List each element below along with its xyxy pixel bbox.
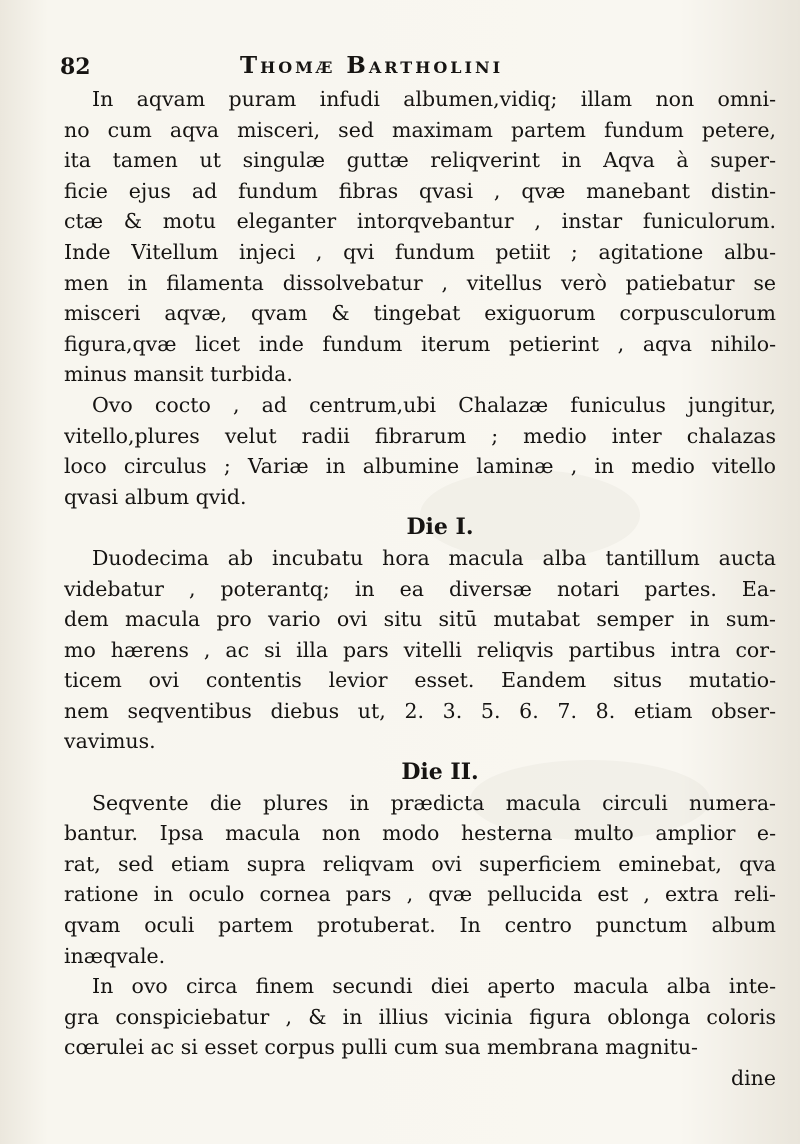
section-heading: Die II. <box>401 759 479 786</box>
text-line: Seqvente die plures in prædicta macula circuli numera- <box>92 790 776 815</box>
text-line: bantur. Ipsa macula non modo hesterna multo amplior e- <box>64 821 776 846</box>
text-line: Inde Vitellum injeci , qvi fundum petiit ; agitatione albu- <box>64 239 776 264</box>
text-line: Ovo cocto , ad centrum,ubi Chalazæ funiculus jungitur, <box>92 392 776 417</box>
text-line: Duodecima ab incubatu hora macula alba tantillum aucta <box>92 545 776 570</box>
text-line: inæqvale. <box>64 943 166 968</box>
paragraph <box>64 543 776 757</box>
text-line: men in filamenta dissolvebatur , vitellus verò patiebatur se <box>64 270 776 295</box>
text-line: qvasi album qvid. <box>64 484 247 509</box>
text-line: minus mansit turbida. <box>64 362 293 387</box>
section-heading: Die I. <box>406 514 474 541</box>
text-line: no cum aqva misceri, sed maximam partem fundum petere, <box>64 117 776 142</box>
text-line: rat, sed etiam supra reliqvam ovi superficiem eminebat, qva <box>64 851 776 876</box>
page-number: 82 <box>60 54 91 80</box>
text-line: ficie ejus ad fundum fibras qvasi , qvæ manebant distin- <box>64 178 776 203</box>
paragraph <box>64 971 776 1063</box>
text-line: dem macula pro vario ovi situ sitū mutabat semper in sum- <box>64 607 776 632</box>
text-line: vitello,plures velut radii fibrarum ; medio inter chalazas <box>64 423 776 448</box>
running-title: Thomæ Bartholini <box>240 52 504 79</box>
text-line: misceri aqvæ, qvam & tingebat exiguorum corpusculorum <box>64 301 776 326</box>
text-line: gra conspiciebatur , & in illius vicinia figura oblonga coloris <box>64 1004 776 1029</box>
text-line: ratione in oculo cornea pars , qvæ pellucida est , extra reli- <box>64 882 776 907</box>
text-line: nem seqventibus diebus ut, 2. 3. 5. 6. 7. 8. etiam obser- <box>64 698 776 723</box>
text-line: ita tamen ut singulæ guttæ reliqverint in Aqva à super- <box>64 148 776 173</box>
text-line: cœrulei ac si esset corpus pulli cum sua membrana magnitu- <box>64 1035 698 1060</box>
catchword: dine <box>730 1066 776 1090</box>
paragraph <box>64 84 776 390</box>
text-line: ctæ & motu eleganter intorqvebantur , instar funiculorum. <box>64 209 776 234</box>
text-line: figura,qvæ licet inde fundum iterum petierint , aqva nihilo- <box>64 331 776 356</box>
paragraph <box>64 788 776 972</box>
page-header <box>60 48 760 88</box>
page-body <box>64 84 776 1094</box>
text-line: videbatur , poterantq; in ea diversæ notari partes. Ea- <box>64 576 776 601</box>
text-line: loco circulus ; Variæ in albumine laminæ , in medio vitello <box>64 454 776 479</box>
text-line: ticem ovi contentis levior esset. Eandem situs mutatio- <box>64 668 776 693</box>
text-line: mo hærens , ac si illa pars vitelli reliqvis partibus intra cor- <box>64 637 776 662</box>
text-line: In ovo circa finem secundi diei aperto macula alba inte- <box>92 974 776 999</box>
text-line: In aqvam puram infudi albumen,vidiq; illam non omni- <box>92 87 776 111</box>
text-line: vavimus. <box>64 729 156 754</box>
paragraph <box>64 390 776 512</box>
text-line: qvam oculi partem protuberat. In centro punctum album <box>64 913 776 938</box>
